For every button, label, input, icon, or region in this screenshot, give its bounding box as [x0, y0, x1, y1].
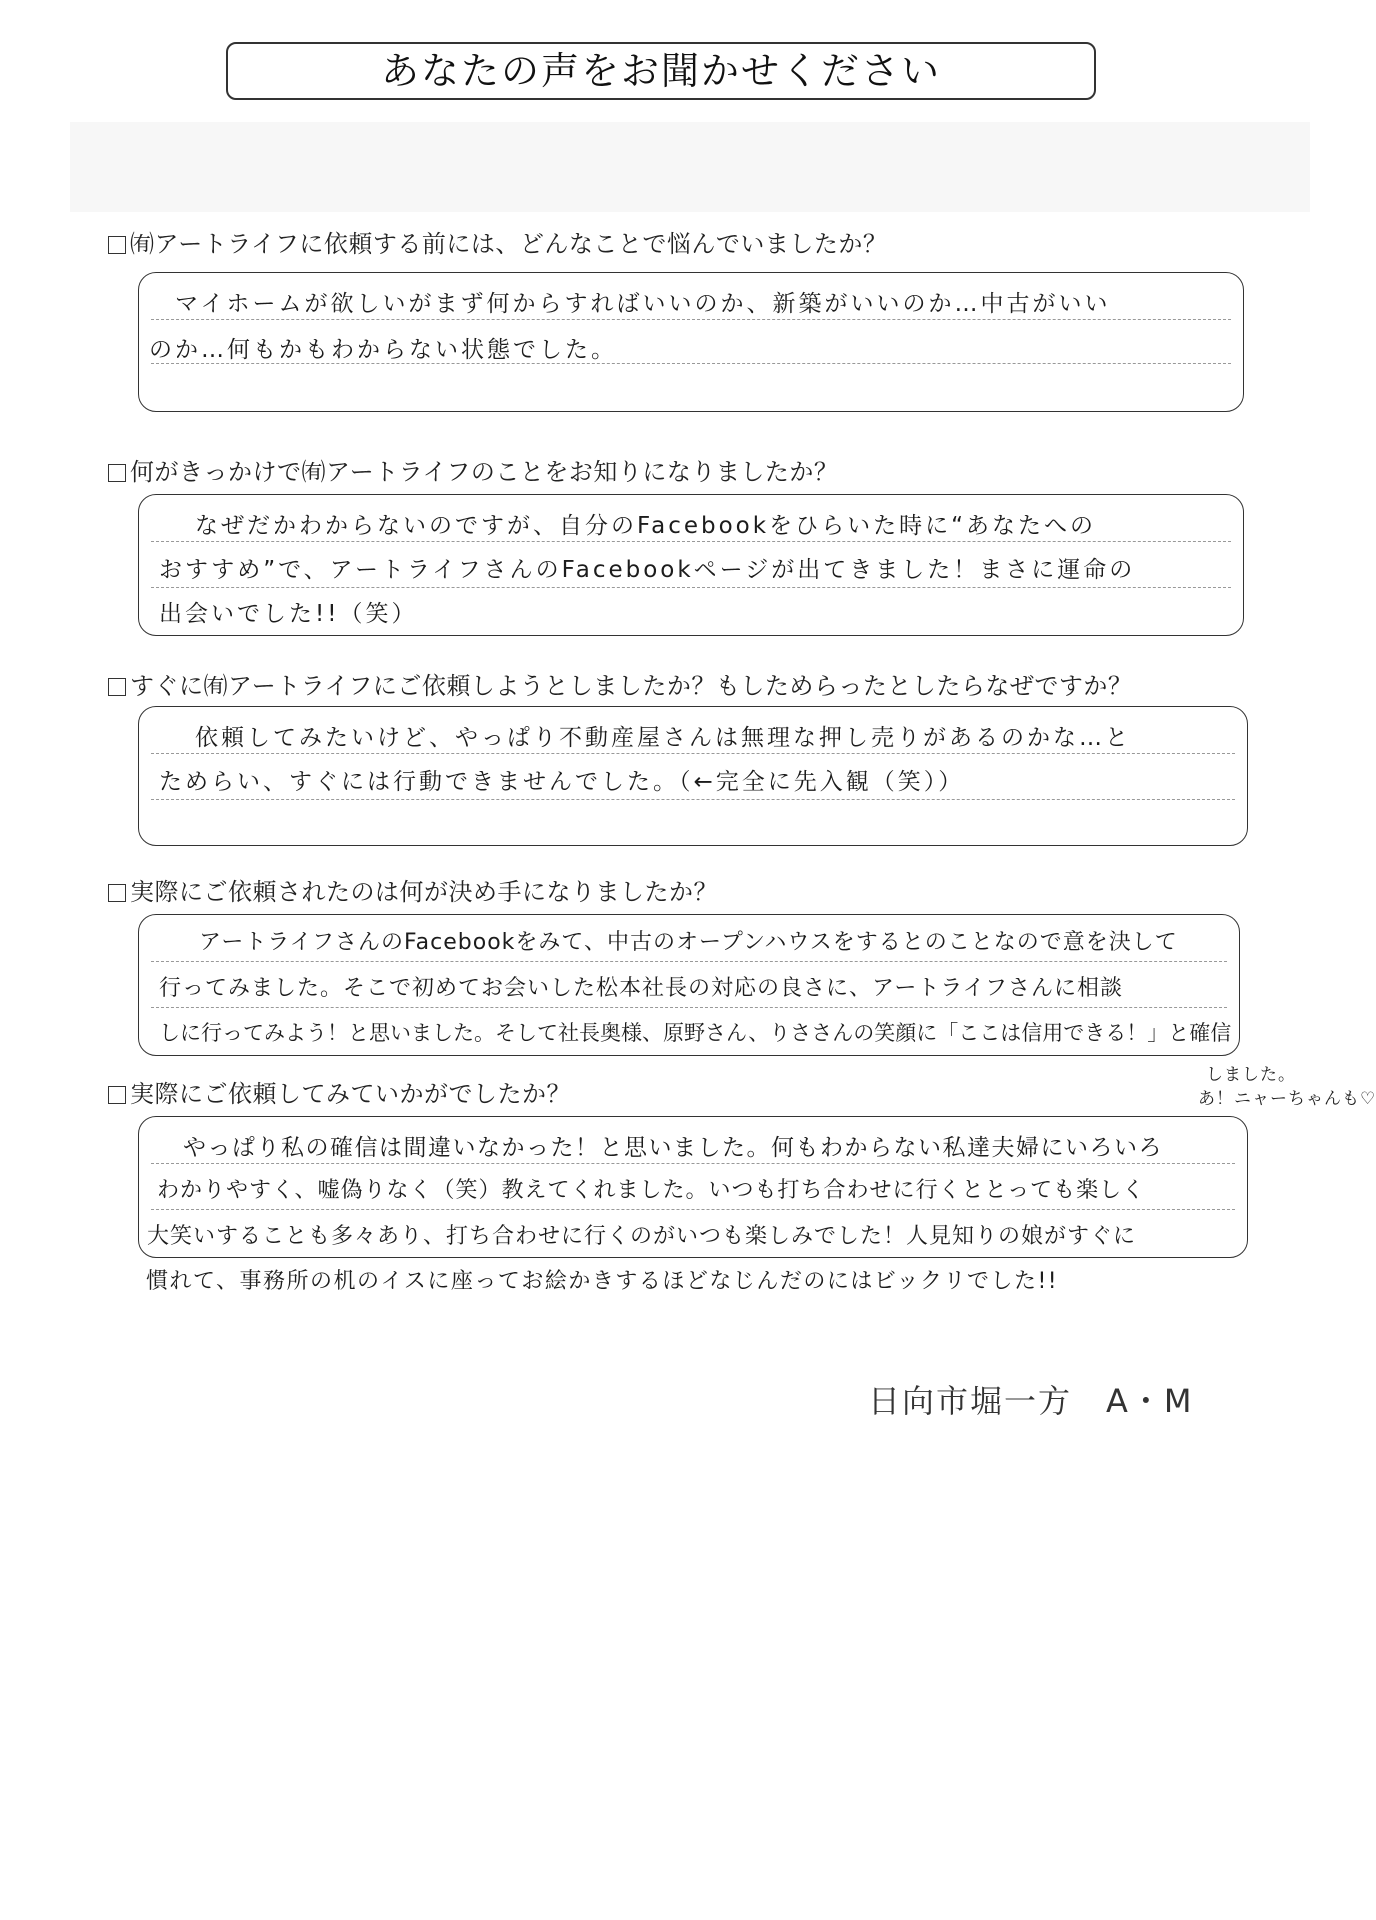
answer-box-4	[138, 914, 1240, 1056]
answer-5-line-1: やっぱり私の確信は間違いなかった！と思いました。何もわからない私達夫婦にいろいろ	[183, 1135, 1163, 1161]
answer-2-line-2: おすすめ”で、アートライフさんのFacebookページが出てきました！まさに運命の	[159, 557, 1136, 583]
checkbox-icon	[108, 1086, 126, 1104]
checkbox-icon	[108, 884, 126, 902]
ruled-line	[151, 1209, 1235, 1210]
question-2	[108, 452, 838, 487]
question-1-text: ㈲アートライフに依頼する前には、どんなことで悩んでいましたか？	[130, 230, 888, 258]
question-4-text: 実際にご依頼されたのは何が決め手になりましたか？	[130, 878, 718, 906]
checkbox-icon	[108, 678, 126, 696]
question-5	[108, 1074, 571, 1109]
question-3	[108, 666, 1132, 701]
ruled-line	[151, 753, 1235, 754]
ruled-line	[151, 961, 1227, 962]
ruled-line	[151, 541, 1231, 542]
answer-5-overflow-1: 慣れて、事務所の机のイスに座ってお絵かきするほどなじんだのにはビックリでした!!	[146, 1269, 1059, 1294]
answer-4-line-2: 行ってみました。そこで初めてお会いした松本社長の対応の良さに、アートライフさんに相談	[159, 976, 1124, 1001]
answer-box-2	[138, 494, 1244, 636]
ruled-line	[151, 319, 1231, 320]
answer-box-3	[138, 706, 1248, 846]
answer-4-overflow-1: しました。	[1206, 1065, 1296, 1085]
ruled-line	[151, 799, 1235, 800]
answer-3-line-1: 依頼してみたいけど、やっぱり不動産屋さんは無理な押し売りがあるのかな…と	[195, 725, 1131, 751]
signature: 日向市堀一方 A・M	[868, 1382, 1194, 1420]
answer-4-overflow-2: あ！ニャーちゃんも♡	[1198, 1089, 1376, 1109]
question-5-text: 実際にご依頼してみていかがでしたか？	[130, 1080, 571, 1108]
checkbox-icon	[108, 236, 126, 254]
answer-box-1	[138, 272, 1244, 412]
ruled-line	[151, 1163, 1235, 1164]
answer-5-line-3: 大笑いすることも多々あり、打ち合わせに行くのがいつも楽しみでした！人見知りの娘がすぐに	[147, 1224, 1137, 1249]
question-1	[108, 224, 887, 259]
answer-box-5	[138, 1116, 1248, 1258]
answer-3-line-2: ためらい、すぐには行動できませんでした。（←完全に先入観（笑））	[159, 769, 965, 795]
ruled-line	[151, 587, 1231, 588]
checkbox-icon	[108, 464, 126, 482]
question-3-text: すぐに㈲アートライフにご依頼しようとしましたか？もしためらったとしたらなぜですか？	[130, 672, 1133, 700]
answer-2-line-3: 出会いでした!!（笑）	[159, 601, 418, 627]
page-title: あなたの声をお聞かせください	[226, 42, 1096, 100]
answer-5-line-2: わかりやすく、嘘偽りなく（笑）教えてくれました。いつも打ち合わせに行くととっても楽しく	[157, 1178, 1146, 1203]
answer-2-line-1: なぜだかわからないのですが、自分のFacebookをひらいた時に“あなたへの	[195, 513, 1096, 539]
question-2-text: 何がきっかけで㈲アートライフのことをお知りになりましたか？	[130, 458, 839, 486]
ruled-line	[151, 1007, 1227, 1008]
answer-1-line-2: のか…何もかもわからない状態でした。	[149, 337, 617, 363]
answer-4-line-1: アートライフさんのFacebookをみて、中古のオープンハウスをするとのことなので意を決して	[199, 930, 1178, 955]
question-4	[108, 872, 718, 907]
answer-1-line-1: マイホームが欲しいがまず何からすればいいのか、新築がいいのか…中古がいい	[175, 291, 1111, 317]
header-band	[70, 122, 1310, 212]
answer-4-line-3: しに行ってみよう！と思いました。そして社長奥様、原野さん、りささんの笑顔に「ここは信用できる！」と確信	[159, 1021, 1232, 1045]
